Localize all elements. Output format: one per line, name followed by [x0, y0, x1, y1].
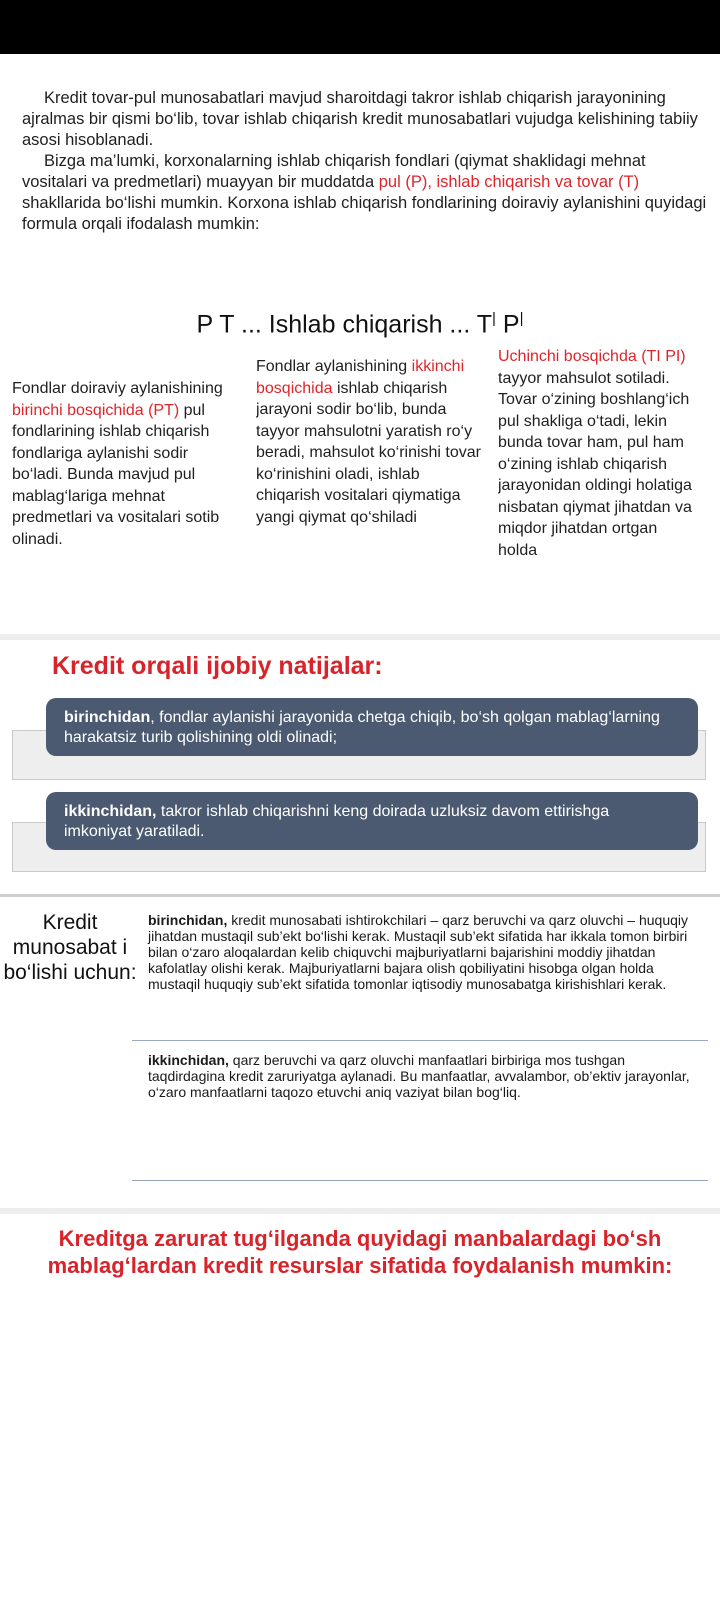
stage-1-text: Fondlar doiraviy aylanishining birinchi bosqichida (PT) pul fondlarining ishlab chiqarish fondlariga aylanishi sodir bo‘ladi. Bunda mavjud pul mablag‘lariga mehnat predmetlari va vositalari sotib olinadi.	[12, 380, 223, 548]
intro-paragraph-1: Kredit tovar-pul munosabatlari mavjud sharoitdagi takror ishlab chiqarish jarayonining ajralmas bir qismi bo‘lib, tovar ishlab chiqarish kredit munosabatlari vujudga kelishining tabiiy asosi hisoblanadi.	[22, 89, 698, 149]
positive-item-2: ikkinchidan, takror ishlab chiqarishni keng doirada uzluksiz davom ettirishga imkoniyat yaratiladi.	[46, 792, 698, 850]
positive-item-1: birinchidan, fondlar aylanishi jarayonida chetga chiqib, bo‘sh qolgan mablag‘larning harakatsiz turib qolishining oldi olinadi;	[46, 698, 698, 756]
final-heading: Kreditga zarurat tug‘ilganda quyidagi manbalardagi bo‘sh mablag‘lardan kredit resurslar sifatida foydalanish mumkin:	[47, 1226, 673, 1278]
section-divider	[0, 894, 720, 897]
stage-2-text: Fondlar aylanishining ikkinchi bosqichida ishlab chiqarish jarayoni sodir bo‘lib, bunda tayyor mahsulotni yaratish ro‘y beradi, mahsulot ko‘rinishi tovar ko‘rinishini oladi, ishlab chiqarish vositalari qiymatiga yangi qiymat qo‘shiladi	[256, 358, 481, 526]
stage-3-text: Uchinchi bosqichda (TI PI) tayyor mahsulot sotiladi. Tovar o‘zining boshlang‘ich pul shakliga o‘tadi, lekin bunda tovar ham, pul ham o‘zining ishlab chiqarish jarayonidan oldingi holatiga nisbatan qiymat jihatdan va miqdor jihatdan ortgan holda	[498, 348, 692, 559]
section-divider	[0, 634, 720, 640]
divider-line	[132, 1040, 708, 1041]
conditions-label: Kredit munosabat i bo‘lishi uchun:	[3, 911, 137, 984]
top-bar	[0, 0, 720, 54]
section-divider	[0, 1208, 720, 1214]
highlight-text: pul (P), ishlab chiqarish va tovar (T)	[378, 173, 640, 191]
intro-text	[22, 88, 712, 235]
divider-line	[132, 1180, 708, 1181]
positive-results-heading: Kredit orqali ijobiy natijalar:	[52, 652, 383, 680]
condition-2: ikkinchidan, qarz beruvchi va qarz oluvchi manfaatlari birbiriga mos tushgan taqdirdagina kredit zaruriyatga aylanadi. Bu manfaatlar, avvalambor, ob’ektiv jarayonlar, o‘zaro manfaatlarni taqozo etuvchi aniq vaziyat bilan bog‘liq.	[148, 1052, 690, 1100]
condition-1: birinchidan, kredit munosabati ishtirokchilari – qarz beruvchi va qarz oluvchi – huquqiy jihatdan mustaqil sub’ekt bo‘lishi kerak. Mustaqil sub’ekt sifatida har ikkala tomon birbiri bilan o‘zaro aloqalardan kelib chiquvchi majburiyatlarni bajarishini moddiy jihatdan kafolatlay olishi kerak. Majburiyatlarni bajara olish qobiliyatini hisobga olgan holda mustaqil huquqiy sub’ekt sifatida tomonlar iqtisodiy munosabatga kirishishlari kerak.	[148, 912, 689, 992]
intro-paragraph-2: Bizga ma’lumki, korxonalarning ishlab chiqarish fondlari (qiymat shaklidagi mehnat vositalari va predmetlari) muayyan bir muddatda pul (P), ishlab chiqarish va tovar (T) shakllarida bo‘lishi mumkin. Korxona ishlab chiqarish fondlarining doiraviy aylanishini quyidagi formula orqali ifodalash mumkin:	[22, 152, 707, 233]
formula: P T ... Ishlab chiqarish ... T| P|	[196, 310, 524, 339]
